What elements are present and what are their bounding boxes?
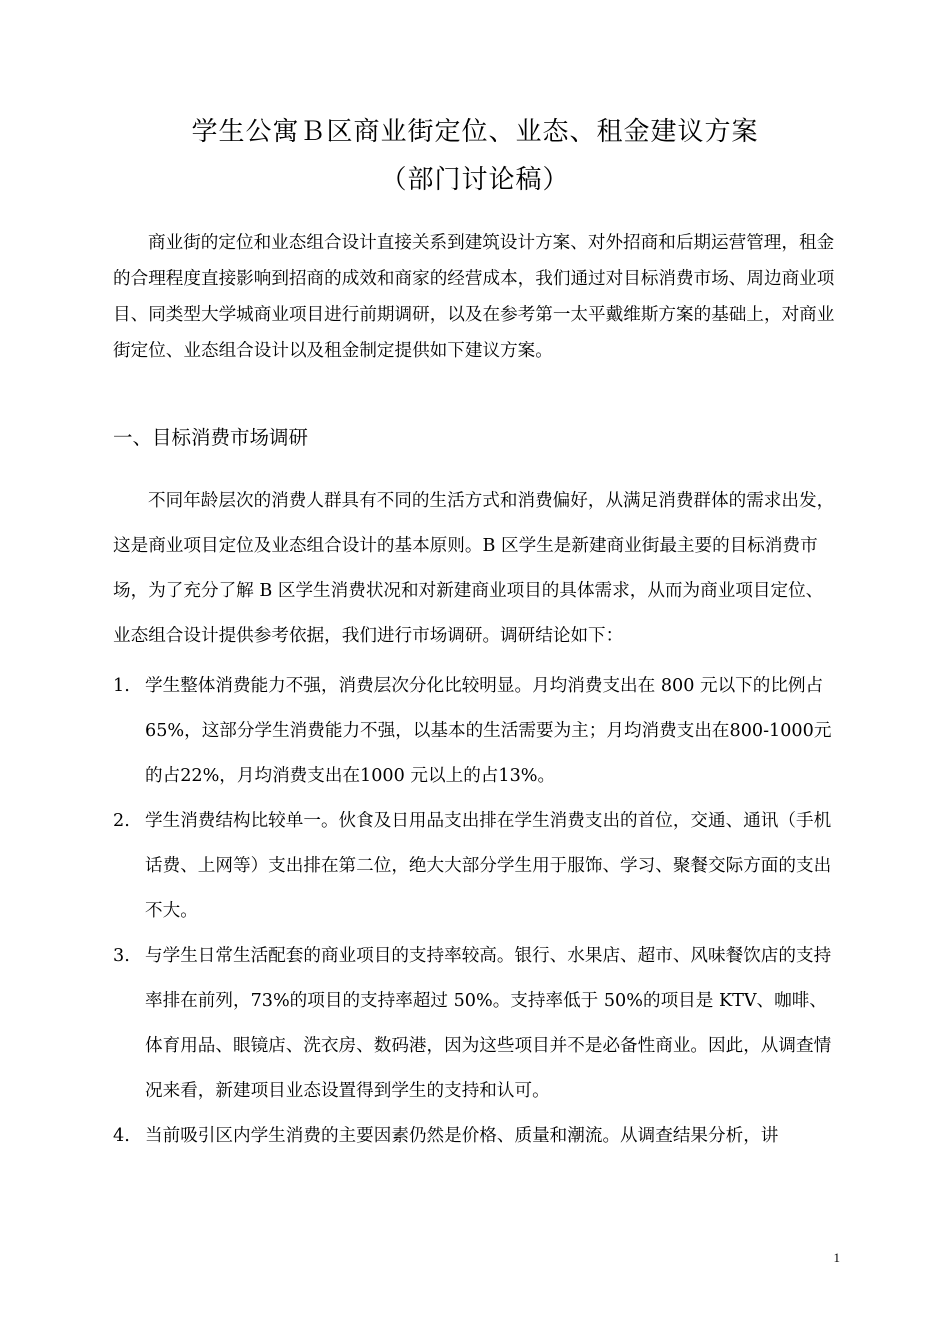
section-paragraph: 不同年龄层次的消费人群具有不同的生活方式和消费偏好，从满足消费群体的需求出发，这是商业项目定位及业态组合设计的基本原则。B 区学生是新建商业街最主要的目标消费市场，为了充分了解 B 区学生消费状况和对新建商业项目的具体需求，从而为商业项目定位、业态组合设计提供参考依据，我们进行市场调研。调研结论如下： xyxy=(113,491,835,646)
list-item-text: 当前吸引区内学生消费的主要因素仍然是价格、质量和潮流。从调查结果分析，讲 xyxy=(145,1126,779,1146)
list-item-number: 3. xyxy=(113,946,130,966)
list-item xyxy=(113,664,835,799)
list-item-text: 学生消费结构比较单一。伙食及日用品支出排在学生消费支出的首位，交通、通讯（手机话费、上网等）支出排在第二位，绝大大部分学生用于服饰、学习、聚餐交际方面的支出不大。 xyxy=(145,811,832,921)
document-subtitle: （部门讨论稿） xyxy=(380,165,570,195)
document-title: 学生公寓Ｂ区商业街定位、业态、租金建议方案 xyxy=(191,117,759,147)
section-heading: 一、目标消费市场调研 xyxy=(113,426,309,449)
list-item xyxy=(113,799,835,934)
list-item-number: 2. xyxy=(113,811,130,831)
list-item-number: 4. xyxy=(113,1126,130,1146)
page-number: 1 xyxy=(833,1250,840,1265)
list-item-text: 与学生日常生活配套的商业项目的支持率较高。银行、水果店、超市、风味餐饮店的支持率排在前列，73%的项目的支持率超过 50%。支持率低于 50%的项目是 KTV、咖啡、体育用品、眼镜店、洗衣房、数码港，因为这些项目并不是必备性商业。因此，从调查情况来看，新建项目业态设置得到学生的支持和认可。 xyxy=(145,946,832,1101)
list-item-number: 1. xyxy=(113,676,130,696)
list-item xyxy=(113,934,835,1114)
list-item xyxy=(113,1114,835,1159)
list-item-text: 学生整体消费能力不强，消费层次分化比较明显。月均消费支出在 800 元以下的比例占 65%，这部分学生消费能力不强，以基本的生活需要为主；月均消费支出在800-1000元的占22%，月均消费支出在1000 元以上的占13%。 xyxy=(145,676,832,786)
intro-paragraph: 商业街的定位和业态组合设计直接关系到建筑设计方案、对外招商和后期运营管理，租金的合理程度直接影响到招商的成效和商家的经营成本，我们通过对目标消费市场、周边商业项目、同类型大学城商业项目进行前期调研，以及在参考第一太平戴维斯方案的基础上，对商业街定位、业态组合设计以及租金制定提供如下建议方案。 xyxy=(113,233,835,361)
